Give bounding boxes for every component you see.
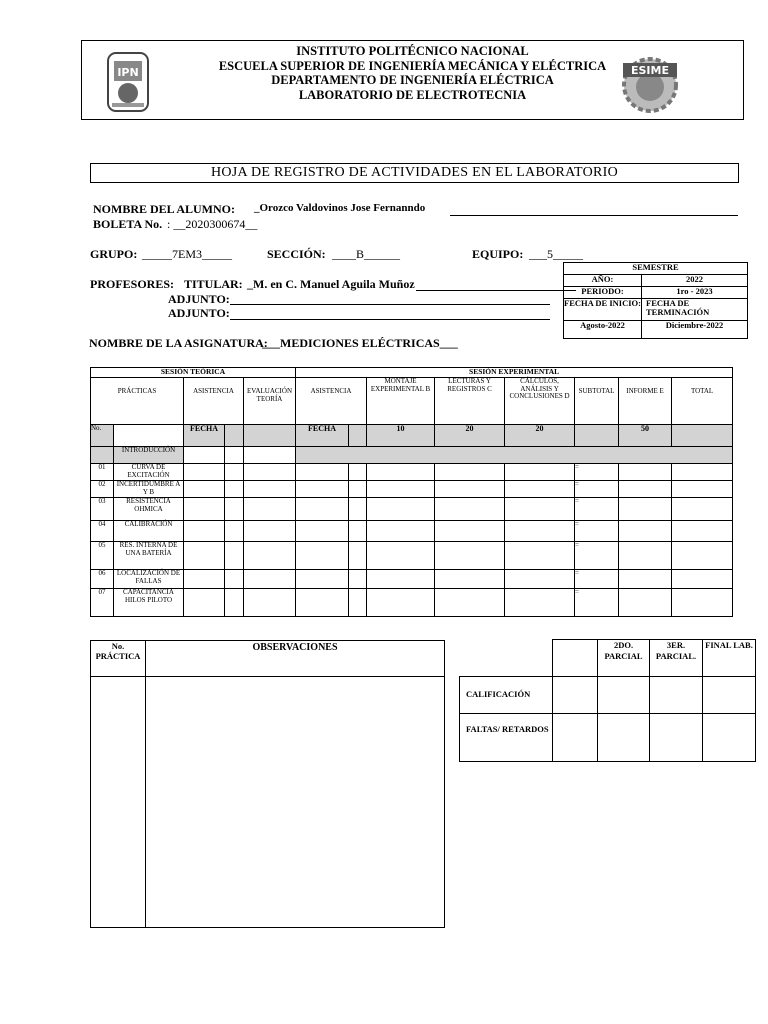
fecha-inicio-label: FECHA DE INICIO: [564,299,642,321]
col-final-lab: FINAL LAB. [703,640,756,677]
col-3er-parcial: 3ER. PARCIAL. [650,640,703,677]
semestre-table [563,262,748,339]
obs-no-cell[interactable] [91,677,146,928]
pts-informe: 50 [619,425,672,447]
practice-no: 02 [91,481,114,498]
student-name-field[interactable] [254,202,738,214]
col-montaje: MONTAJE EXPERIMENTAL B [367,378,435,425]
practice-no: 05 [91,542,114,570]
adjunto-1-label: ADJUNTO: [168,292,230,306]
col-calculos: CÁLCULOS, ANÁLISIS Y CONCLUSIONES D [505,378,575,425]
practice-name: RES. INTERNA DE UNA BATERÍA [114,542,184,570]
practice-no: 06 [91,570,114,589]
subtotal-cell[interactable]: = [575,481,619,498]
calificaciones-table [459,639,756,762]
institution-header [81,40,744,120]
titular-underline [416,290,576,291]
grupo-value[interactable]: _____7EM3_____ [142,247,232,261]
obs-text-cell[interactable] [146,677,445,928]
asignatura-value[interactable]: ___MEDICIONES ELÉCTRICAS___ [262,336,458,350]
table-row [91,498,733,521]
sesion-teorica-heading: SESIÓN TEÓRICA [91,368,296,378]
ipn-logo-text: IPN [117,66,139,79]
table-row [91,570,733,589]
practice-no: 01 [91,464,114,481]
equipo-label: EQUIPO: [472,247,524,261]
seccion-label: SECCIÓN: [267,247,326,261]
table-row [91,464,733,481]
subtotal-cell[interactable]: = [575,589,619,617]
adjunto-1-field[interactable] [230,304,550,305]
adjunto-2-label: ADJUNTO: [168,306,230,320]
col-lecturas: LECTURAS Y REGISTROS C [435,378,505,425]
col-informe: INFORME E [619,378,672,425]
row-fecha-experimental: FECHA [296,425,349,447]
row-fecha-teorica: FECHA [184,425,225,447]
pts-lecturas: 20 [435,425,505,447]
row-calificacion: CALIFICACIÓN [460,677,553,714]
table-row [91,447,733,464]
practice-no: 03 [91,498,114,521]
col-asistencia: ASISTENCIA [184,378,244,425]
practice-name: INTRODUCCIÓN [114,447,184,464]
esime-logo [619,49,681,115]
col-observaciones: OBSERVACIONES [146,641,445,677]
row-no-label: No. [91,425,114,447]
col-total: TOTAL [672,378,733,425]
student-name-value: _Orozco Valdovinos Jose Fernanndo [254,202,426,214]
practice-name: CALIBRACIÓN [114,521,184,542]
profesores-label: PROFESORES: [90,277,175,291]
grupo-label: GRUPO: [90,247,138,261]
seccion-value[interactable]: ____B______ [332,247,401,261]
student-name-label: NOMBRE DEL ALUMNO: [93,202,236,216]
periodo-label: PERIODO: [564,287,642,299]
table-row [91,481,733,498]
semestre-heading: SEMESTRE [564,263,748,275]
pts-calculos: 20 [505,425,575,447]
col-practicas: PRÁCTICAS [91,378,184,425]
asignatura-label: NOMBRE DE LA ASIGNATURA: [89,336,268,350]
col-subtotal: SUBTOTAL [575,378,619,425]
subtotal-cell[interactable]: = [575,521,619,542]
anio-value: 2022 [642,275,748,287]
practice-name: CAPACITANCIA HILOS PILOTO [114,589,184,617]
col-asistencia-2: ASISTENCIA [296,378,367,425]
boleta-label: BOLETA No. [93,217,163,231]
subtotal-cell[interactable]: = [575,570,619,589]
practice-name: CURVA DE EXCITACIÓN [114,464,184,481]
practice-name: INCERTIDUMBRE A Y B [114,481,184,498]
table-row [91,589,733,617]
col-evaluacion: EVALUACIÓN TEORÍA [244,378,296,425]
row-faltas: FALTAS/ RETARDOS [460,714,553,762]
table-row [91,521,733,542]
activities-table [90,367,733,617]
fecha-termino-label: FECHA DE TERMINACIÓN [642,299,748,321]
fecha-inicio-value: Agosto-2022 [564,321,642,339]
subtotal-cell[interactable]: = [575,464,619,481]
periodo-value: 1ro - 2023 [642,287,748,299]
header-line-4: LABORATORIO DE ELECTROTECNIA [298,87,527,102]
titular-value[interactable]: _M. en C. Manuel Aguila Muñoz [247,277,415,291]
observaciones-table [90,640,445,928]
practice-no: 07 [91,589,114,617]
practice-name: RESISTENCIA OHMICA [114,498,184,521]
col-2do-parcial: 2DO. PARCIAL [598,640,650,677]
subtotal-cell[interactable]: = [575,498,619,521]
table-row [91,542,733,570]
equipo-value[interactable]: ___5_____ [529,247,583,261]
anio-label: AÑO: [564,275,642,287]
sesion-experimental-heading: SESIÓN EXPERIMENTAL [296,368,733,378]
subtotal-cell[interactable]: = [575,542,619,570]
header-line-2: ESCUELA SUPERIOR DE INGENIERÍA MECÁNICA Y ELÉCTRICA [218,58,607,73]
titular-label: TITULAR: [184,277,243,291]
header-line-1: INSTITUTO POLITÉCNICO NACIONAL [296,44,529,58]
fecha-termino-value: Diciembre-2022 [642,321,748,339]
form-title: HOJA DE REGISTRO DE ACTIVIDADES EN EL LABORATORIO [90,163,739,183]
practice-no: 04 [91,521,114,542]
esime-logo-text: ESIME [631,64,669,77]
header-line-3: DEPARTAMENTO DE INGENIERÍA ELÉCTRICA [271,73,554,87]
col-no-practica: No. PRÁCTICA [91,641,146,677]
adjunto-2-field[interactable] [230,319,550,320]
boleta-value[interactable]: : __2020300674__ [167,217,258,231]
pts-montaje: 10 [367,425,435,447]
practice-name: LOCALIZACIÓN DE FALLAS [114,570,184,589]
